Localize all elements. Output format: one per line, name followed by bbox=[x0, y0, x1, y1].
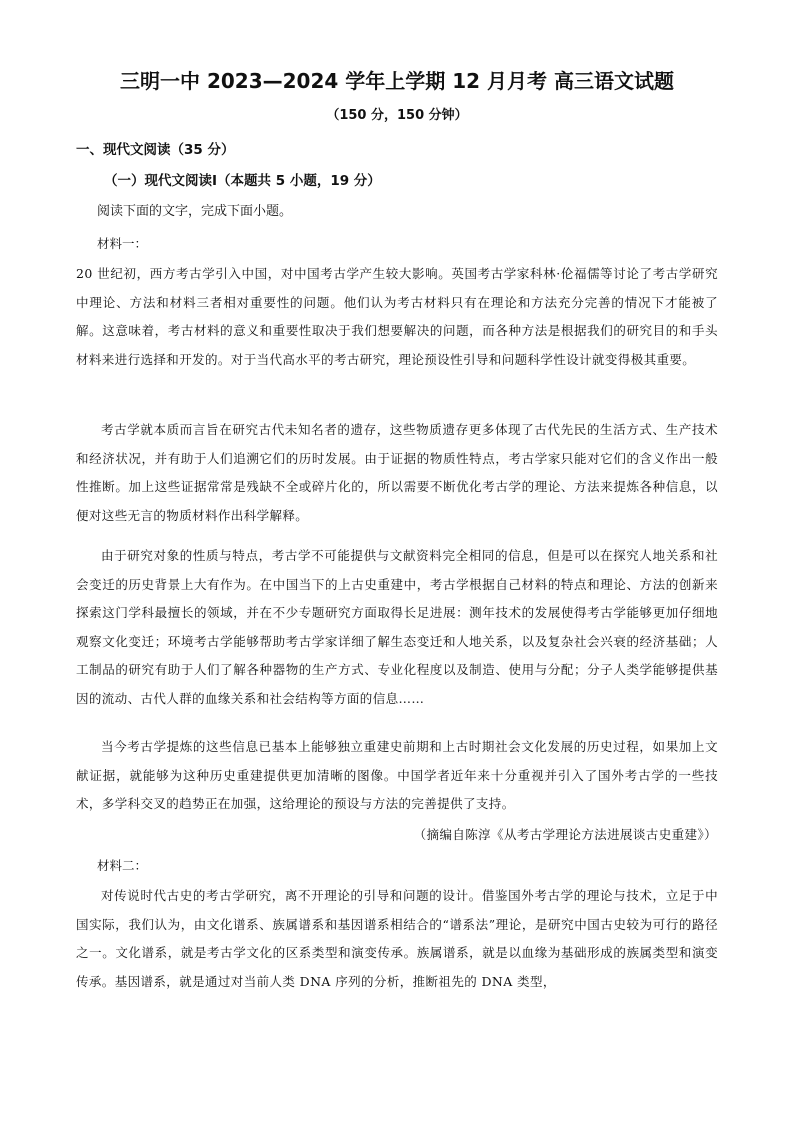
material-1-source: （摘编自陈淳《从考古学理论方法进展谈古史重建》） bbox=[413, 827, 717, 842]
material-2-paragraph-1: 对传说时代古史的考古学研究，离不开理论的引导和问题的设计。借鉴国外考古学的理论与技术，立足于中国实际，我们认为，由文化谱系、族属谱系和基因谱系相结合的“谱系法”理论，是研究中国古史较为可行的路径之一。文化谱系，就是考古学文化的区系类型和演变传承。族属谱系，就是以血缘为基础形成的族属类型和演变传承。基因谱系，就是通过对当前人类 DNA 序列的分析，推断祖先的 DNA 类型， bbox=[76, 888, 718, 989]
exam-subtitle: （150 分，150 分钟） bbox=[326, 108, 468, 123]
material-1-paragraph-1: 20 世纪初，西方考古学引入中国，对中国考古学产生较大影响。英国考古学家科林·伦福儒等讨论了考古学研究中理论、方法和材料三者相对重要性的问题。他们认为考古材料只有在理论和方法充分完善的情况下才能被了解。这意味着，考古材料的意义和重要性取决于我们想要解决的问题，而各种方法是根据我们的研究目的和手头材料来进行选择和开发的。对于当代高水平的考古研究，理论预设性引导和问题科学性设计就变得极其重要。 bbox=[76, 266, 718, 367]
material-1-paragraph-4: 当今考古学提炼的这些信息已基本上能够独立重建史前期和上古时期社会文化发展的历史过程，如果加上文献证据，就能够为这种历史重建提供更加清晰的图像。中国学者近年来十分重视并引入了国外考古学的一些技术，多学科交叉的趋势正在加强，这给理论的预设与方法的完善提供了支持。 bbox=[76, 739, 718, 812]
material-1-paragraph-2: 考古学就本质而言旨在研究古代未知名者的遗存，这些物质遗存更多体现了古代先民的生活方式、生产技术和经济状况，并有助于人们追溯它们的历时发展。由于证据的物质性特点，考古学家只能对它们的含义作出一般性推断。加上这些证据常常是残缺不全或碎片化的，所以需要不断优化考古学的理论、方法来提炼各种信息，以便对这些无言的物质材料作出科学解释。 bbox=[76, 422, 718, 523]
subsection-heading: （一）现代文阅读Ⅰ（本题共 5 小题，19 分） bbox=[104, 173, 381, 189]
material-1-paragraph-3: 由于研究对象的性质与特点，考古学不可能提供与文献资料完全相同的信息，但是可以在探究人地关系和社会变迁的历史背景上大有作为。在中国当下的上古史重建中，考古学根据自己材料的特点和理论、方法的创新来探索这门学科最擅长的领域，并在不少专题研究方面取得长足进展：测年技术的发展使得考古学能够更加仔细地观察文化变迁；环境考古学能够帮助考古学家详细了解生态变迁和人地关系，以及复杂社会兴衰的经济基础；人工制品的研究有助于人们了解各种器物的生产方式、专业化程度以及制造、使用与分配；分子人类学能够提供基因的流动、古代人群的血缘关系和社会结构等方面的信息…… bbox=[76, 548, 718, 706]
reading-instruction: 阅读下面的文字，完成下面小题。 bbox=[97, 204, 293, 219]
exam-title: 三明一中 2023—2024 学年上学期 12 月月考 高三语文试题 bbox=[120, 69, 674, 93]
section-heading: 一、现代文阅读（35 分） bbox=[76, 142, 235, 158]
material-1-label: 材料一： bbox=[97, 236, 148, 251]
material-2-label: 材料二： bbox=[97, 858, 148, 873]
